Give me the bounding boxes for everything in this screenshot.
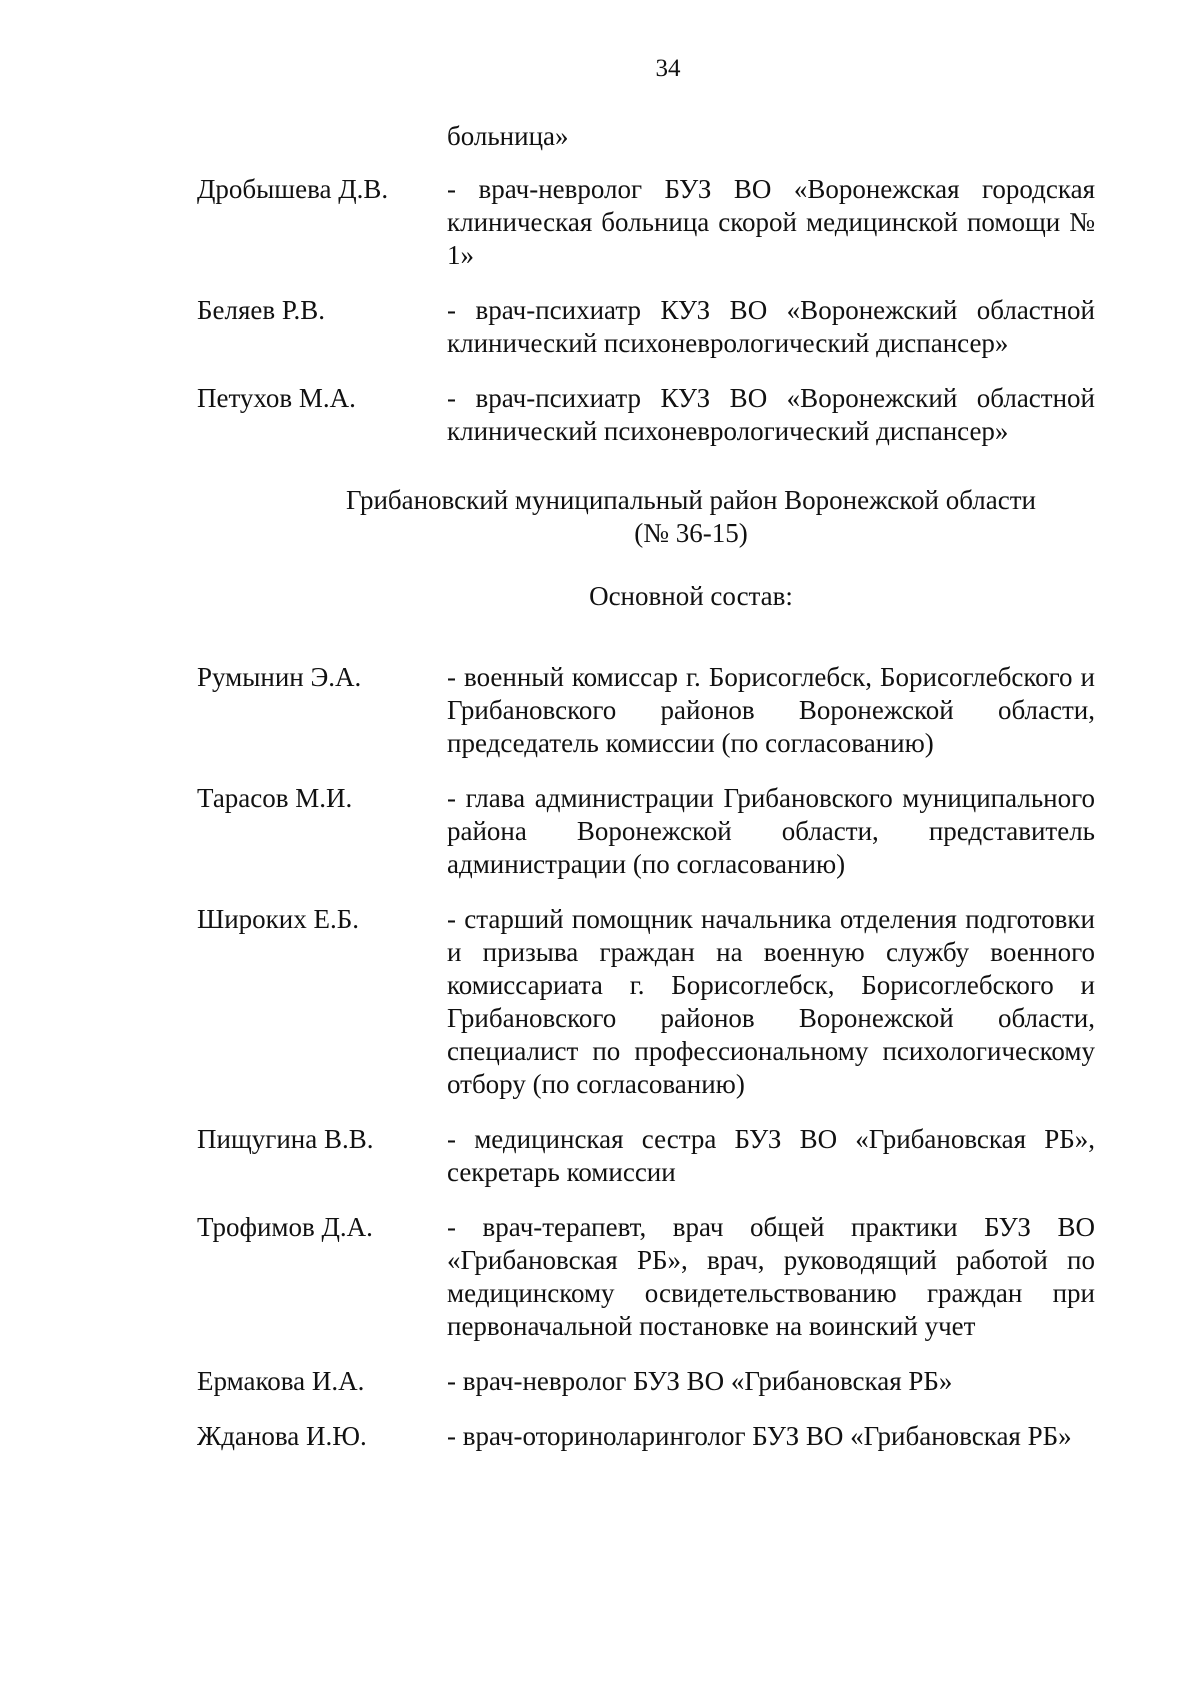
member-name: Пищугина В.В. [197,1124,374,1154]
member-description: - врач-невролог БУЗ ВО «Воронежская городская клиническая больница скорой медицинской помощи № 1» [447,174,1095,270]
member-name: Жданова И.Ю. [197,1421,367,1451]
member-name: Трофимов Д.А. [197,1212,373,1242]
list-item [197,1420,1095,1453]
member-description: - врач-психиатр КУЗ ВО «Воронежский областной клинический психоневрологический диспансер» [447,295,1095,358]
document-content [197,120,1095,1475]
list-item [197,120,1095,153]
list-item [197,782,1095,881]
member-description: больница» [447,121,569,151]
list-item [197,173,1095,272]
member-name: Петухов М.А. [197,383,356,413]
member-name: Румынин Э.А. [197,662,362,692]
list-item [197,294,1095,360]
member-description: - медицинская сестра БУЗ ВО «Грибановская РБ», секретарь комиссии [447,1124,1095,1187]
list-item [197,1365,1095,1398]
member-name: Ермакова И.А. [197,1366,365,1396]
member-description: - военный комиссар г. Борисоглебск, Борисоглебского и Грибановского районов Воронежской области, председатель комиссии (по согласованию) [447,662,1095,758]
member-description: - врач-невролог БУЗ ВО «Грибановская РБ» [447,1366,953,1396]
member-name: Широких Е.Б. [197,904,359,934]
section-title [197,484,1095,550]
list-item [197,1123,1095,1189]
list-item [197,903,1095,1101]
member-description: - старший помощник начальника отделения подготовки и призыва граждан на военную службу военного комиссариата г. Борисоглебск, Борисоглебского и Грибановского районов Воронежской области, специалист по профессиональному психологическому отбору (по согласованию) [447,904,1095,1099]
page-number: 34 [655,55,681,82]
member-name: Дробышева Д.В. [197,174,389,204]
member-description: - врач-терапевт, врач общей практики БУЗ ВО «Грибановская РБ», врач, руководящий работой по медицинскому освидетельствованию граждан при первоначальной постановке на воинский учет [447,1212,1095,1341]
list-item [197,382,1095,448]
section-subtitle: Основной состав: [589,581,793,611]
member-name: Тарасов М.И. [197,783,353,813]
list-item [197,1211,1095,1343]
section-title-text: Грибановский муниципальный район Воронежской области [346,485,1036,515]
member-description: - врач-оториноларинголог БУЗ ВО «Грибановская РБ» [447,1421,1072,1451]
section-code: (№ 36-15) [634,518,748,548]
member-name: Беляев Р.В. [197,295,326,325]
list-item [197,661,1095,760]
member-description: - врач-психиатр КУЗ ВО «Воронежский областной клинический психоневрологический диспансер» [447,383,1095,446]
member-description: - глава администрации Грибановского муниципального района Воронежской области, представитель администрации (по согласованию) [447,783,1095,879]
